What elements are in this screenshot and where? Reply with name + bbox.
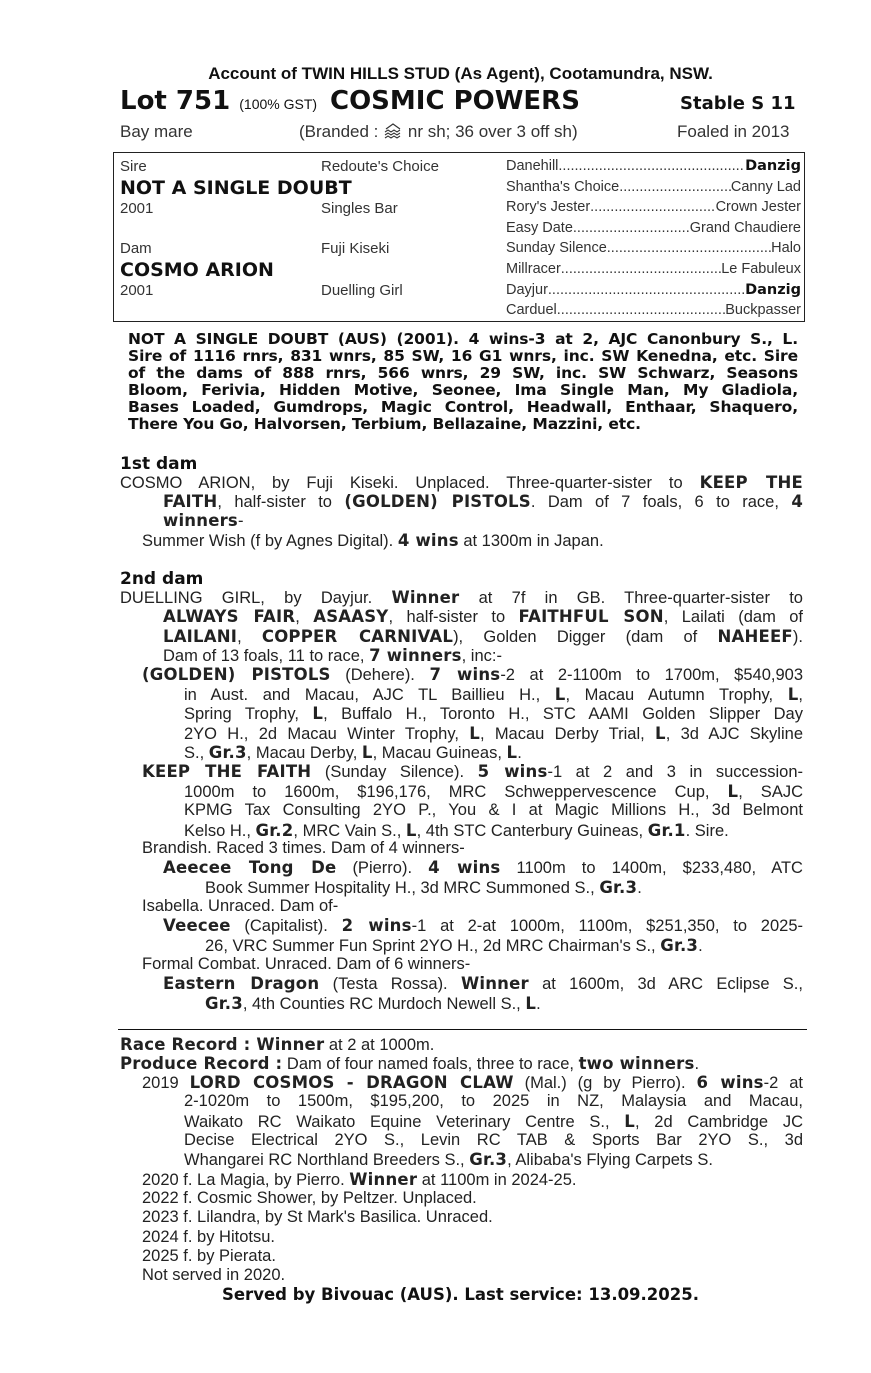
ancestor-right: Grand Chaudiere <box>689 219 801 236</box>
ancestor-row <box>506 158 801 174</box>
text: Decise Electrical 2YO S., Levin RC TAB & Sports Bar 2YO S., 3d <box>184 1130 803 1149</box>
bold-text: Winner <box>460 974 529 993</box>
text: . <box>637 878 642 897</box>
lord-cosmos-line <box>142 1073 803 1093</box>
ancestor-row <box>506 302 801 318</box>
text: Formal Combat. Unraced. Dam of 6 winners- <box>142 955 471 973</box>
text: 26, VRC Summer Fun Sprint 2YO H., 2d MRC Chairman's S., <box>205 936 661 955</box>
text: Waikato RC Waikato Equine Veterinary Centre S., <box>184 1112 625 1131</box>
dot-leader <box>561 261 721 277</box>
text: 2025 f. by Pierata. <box>142 1246 276 1265</box>
dot-leader <box>619 179 731 195</box>
ancestor-left: Millracer <box>506 261 561 277</box>
text: . Dam of 7 foals, 6 to race, <box>530 493 792 511</box>
dam-year: 2001 <box>120 282 154 299</box>
text: 1100m to 1400m, $233,480, ATC <box>500 859 803 877</box>
ancestor-right: Halo <box>771 240 801 257</box>
produce-line <box>142 1266 742 1285</box>
dot-leader <box>557 302 725 318</box>
la-magia-line <box>142 1170 742 1190</box>
veecee-line <box>205 936 803 956</box>
bold-text: FAITH <box>163 492 218 511</box>
second-dam-line <box>163 646 663 666</box>
text: , <box>295 608 314 626</box>
bold-text: Gr.2 <box>255 820 294 840</box>
pistols-line <box>184 685 803 705</box>
bold-text: FAITHFUL SON <box>518 607 664 626</box>
bold-text: 7 winners <box>369 646 462 665</box>
sire-year: 2001 <box>120 200 154 217</box>
keep-the-faith-line <box>184 801 803 820</box>
text: S., <box>184 744 209 762</box>
bold-text: L <box>312 704 324 723</box>
text: (Testa Rossa). <box>319 975 461 993</box>
bold-text: Produce Record : <box>120 1054 283 1073</box>
bold-text: Race Record : Winner <box>120 1035 325 1054</box>
text: . <box>536 994 541 1013</box>
text: ). <box>792 628 803 646</box>
bold-text: L <box>506 743 518 762</box>
text: , Macau Guineas, <box>372 744 507 762</box>
text: , Alibaba's Flying Carpets S. <box>507 1151 713 1170</box>
ancestor-row <box>506 220 801 236</box>
text: at 1300m in Japan. <box>458 532 604 550</box>
sire-summary-line: of the dams of 888 rnrs, 566 wnrs, 29 SW, inc. SW Schwarz, Seasons <box>128 364 798 382</box>
eastern-dragon-line <box>163 974 803 994</box>
text: Book Summer Hospitality H., 3d MRC Summoned S., <box>205 878 600 897</box>
text: , Macau Derby Trial, <box>479 724 655 743</box>
bold-text: KEEP THE <box>699 473 803 492</box>
dot-leader <box>548 282 745 298</box>
produce-line <box>142 1208 742 1227</box>
dot-leader <box>607 240 771 256</box>
bold-text: (GOLDEN) PISTOLS <box>344 492 531 511</box>
text: 2022 f. Cosmic Shower, by Peltzer. Unplaced. <box>142 1189 477 1207</box>
bold-text: L <box>624 1111 635 1131</box>
ancestor-right: Canny Lad <box>730 178 801 195</box>
bold-text: NAHEEF <box>717 627 793 646</box>
text: (Sunday Silence). <box>311 763 478 781</box>
bold-text: Gr.3 <box>205 993 243 1013</box>
text: 2-1020m to 1500m, $195,200, to 2025 in NZ, Malaysia and Macau, <box>184 1092 803 1111</box>
text: , half-sister to <box>217 493 345 511</box>
brand-description: (Branded : nr sh; 36 over 3 off sh) <box>299 122 578 141</box>
text: , Macau Derby, <box>246 744 362 762</box>
text: Isabella. Unraced. Dam of- <box>142 897 339 915</box>
keep-the-faith-line <box>184 821 803 841</box>
sire-label: Sire <box>120 158 147 175</box>
bold-text: Winner <box>391 588 460 607</box>
first-dam-heading: 1st dam <box>120 454 198 474</box>
bold-text: 4 <box>791 492 804 511</box>
bold-text: L <box>655 723 666 743</box>
bold-text: ASAASY <box>313 607 389 626</box>
text: 2019 <box>142 1074 190 1092</box>
text: . <box>517 744 522 762</box>
text: Dam of 13 foals, 11 to race, <box>163 647 370 665</box>
text: Not served in 2020. <box>142 1266 286 1285</box>
text: at 1100m in 2024-25. <box>417 1171 577 1189</box>
aeecee-line <box>205 878 803 898</box>
second-dam-heading: 2nd dam <box>120 569 204 589</box>
ancestor-row <box>506 179 801 195</box>
text: , <box>237 628 262 646</box>
section-divider <box>118 1029 807 1030</box>
text: in Aust. and Macau, AJC TL Baillieu H., <box>184 685 555 704</box>
dam-label: Dam <box>120 240 152 257</box>
produce-record <box>120 1054 820 1074</box>
produce-line <box>142 1247 742 1266</box>
ancestor-left: Shantha's Choice <box>506 178 620 195</box>
dot-leader <box>590 199 715 215</box>
text: , inc:- <box>461 647 502 665</box>
text: , 4th Counties RC Murdoch Newell S., <box>242 994 526 1013</box>
brand-symbol-icon <box>383 123 403 139</box>
sire-sire: Redoute's Choice <box>321 158 439 175</box>
text: Brandish. Raced 3 times. Dam of 4 winners- <box>142 839 465 857</box>
brandish-line <box>142 839 742 858</box>
text: at 7f in GB. Three-quarter-sister to <box>459 589 803 607</box>
bold-text: L <box>727 781 739 801</box>
ancestor-row <box>506 261 801 277</box>
gst-note: (100% GST) <box>239 96 318 112</box>
text: . <box>698 936 703 955</box>
text: COSMO ARION, by Fuji Kiseki. Unplaced. Three-quarter-sister to <box>120 474 700 492</box>
text: ), Golden Digger (dam of <box>453 628 718 646</box>
produce-line <box>142 1228 742 1247</box>
bold-text: LAILANI <box>163 627 238 646</box>
bold-text: Eastern Dragon <box>163 974 320 993</box>
text: at 1600m, 3d ARC Eclipse S., <box>528 975 803 993</box>
sire-summary-line: There You Go, Halvorsen, Terbium, Bellazaine, Mazzini, etc. <box>128 415 641 433</box>
stable-number: Stable S 11 <box>680 93 796 114</box>
bold-text: 7 wins <box>429 665 501 684</box>
bold-text: KEEP THE FAITH <box>142 762 312 781</box>
formal-combat-line <box>142 955 742 974</box>
text: Whangarei RC Northland Breeders S., <box>184 1151 470 1170</box>
lord-cosmos-line <box>184 1092 803 1111</box>
text: - <box>237 512 244 530</box>
text: Kelso H., <box>184 821 256 840</box>
text: -1 at 2-at 1000m, 1100m, $251,350, to 2025- <box>411 917 803 935</box>
veecee-line <box>163 916 803 936</box>
text: -2 at <box>763 1074 803 1092</box>
bold-text: 4 wins <box>397 531 459 550</box>
text: , 4th STC Canterbury Guineas, <box>416 821 648 840</box>
lot-number: Lot 751 (100% GST) <box>120 86 318 116</box>
text: KPMG Tax Consulting 2YO P., You & I at Magic Millions H., 3d Belmont <box>184 801 803 819</box>
text: Spring Trophy, <box>184 705 313 723</box>
text: . <box>694 1055 700 1073</box>
bold-text: L <box>361 743 373 762</box>
text: Dam of four named foals, three to race, <box>282 1055 579 1073</box>
lord-cosmos-line <box>184 1112 803 1132</box>
text: -2 at 2-1100m to 1700m, $540,903 <box>500 666 803 684</box>
keep-the-faith-line <box>184 782 803 802</box>
text: 2023 f. Lilandra, by St Mark's Basilica. Unraced. <box>142 1208 493 1227</box>
foaled-year: Foaled in 2013 <box>677 122 790 141</box>
first-dam-line <box>120 473 803 493</box>
text: , Buffalo H., Toronto H., STC AAMI Golden Slipper Day <box>323 705 803 723</box>
ancestor-right: Buckpasser <box>725 302 801 319</box>
bold-text: Veecee <box>163 916 231 935</box>
text: (Dehere). <box>330 666 430 684</box>
bold-text: winners <box>163 511 238 530</box>
horse-name: COSMIC POWERS <box>330 86 580 116</box>
text: -1 at 2 and 3 in succession- <box>547 763 803 781</box>
sire-summary-line: Bases Loaded, Gumdrops, Magic Control, Headwall, Enthaar, Shaquero, <box>128 398 798 416</box>
bold-text: Gr.1 <box>647 820 686 840</box>
bold-text: Gr.3 <box>469 1150 508 1170</box>
bold-text: L <box>554 684 566 704</box>
bold-text: ALWAYS FAIR <box>163 607 296 626</box>
bold-text: Gr.3 <box>660 935 699 955</box>
sire-name: NOT A SINGLE DOUBT <box>120 177 352 199</box>
sire-summary-line: NOT A SINGLE DOUBT (AUS) (2001). 4 wins-3 at 2, AJC Canonbury S., L. <box>128 330 798 348</box>
bold-text: L <box>787 684 799 704</box>
service-note: Served by Bivouac (AUS). Last service: 13.09.2025. <box>221 1285 700 1304</box>
second-dam-line <box>163 607 803 627</box>
bold-text: Gr.3 <box>208 743 247 762</box>
sire-summary <box>128 331 798 433</box>
isabella-line <box>142 897 742 916</box>
second-dam-line <box>120 588 803 608</box>
text: , SAJC <box>738 782 803 801</box>
text: , Lailati (dam of <box>663 608 803 626</box>
ancestor-row <box>506 282 801 298</box>
text: Summer Wish (f by Agnes Digital). <box>142 532 398 550</box>
text: , 3d AJC Skyline <box>665 724 803 743</box>
aeecee-line <box>163 858 803 878</box>
sire-summary-line: Sire of 1116 rnrs, 831 wnrs, 85 SW, 16 G1 wnrs, inc. SW Kenedna, etc. Sire <box>128 347 798 365</box>
text: (Mal.) (g by Pierro). <box>513 1074 697 1092</box>
bold-text: (GOLDEN) PISTOLS <box>142 665 331 684</box>
bold-text: L <box>405 820 417 840</box>
text: , Macau Autumn Trophy, <box>565 685 788 704</box>
lord-cosmos-line <box>184 1150 803 1170</box>
pistols-line <box>142 665 803 685</box>
first-dam-line <box>163 511 463 531</box>
bold-text: COPPER CARNIVAL <box>261 627 454 646</box>
bold-text: Aeecee Tong De <box>163 858 337 877</box>
ancestor-left: Dayjur <box>506 281 548 298</box>
ancestor-left: Easy Date <box>506 219 573 236</box>
bold-text: L <box>525 993 537 1013</box>
text: , half-sister to <box>388 608 519 626</box>
text: 2024 f. by Hitotsu. <box>142 1227 275 1246</box>
bold-text: 4 wins <box>428 858 501 877</box>
text: DUELLING GIRL, by Dayjur. <box>120 589 392 607</box>
ancestor-left: Sunday Silence <box>506 240 607 257</box>
dam-dam: Duelling Girl <box>321 282 403 299</box>
ancestor-row <box>506 240 801 256</box>
text: , MRC Vain S., <box>293 821 406 840</box>
dam-sire: Fuji Kiseki <box>321 240 390 257</box>
dot-leader <box>558 158 745 174</box>
ancestor-left: Carduel <box>506 302 557 319</box>
ancestor-left: Rory's Jester <box>506 199 591 216</box>
bold-text: 6 wins <box>696 1073 764 1092</box>
text: 2020 f. La Magia, by Pierro. <box>142 1171 350 1189</box>
sire-dam: Singles Bar <box>321 200 398 217</box>
text: (Pierro). <box>336 859 429 877</box>
text: , <box>798 685 804 704</box>
ancestor-right: Danzig <box>745 281 801 298</box>
ancestor-right: Le Fabuleux <box>721 261 801 277</box>
text: . Sire. <box>685 821 729 840</box>
ancestor-row <box>506 199 801 215</box>
text: (Capitalist). <box>230 917 342 935</box>
ancestor-right: Danzig <box>745 158 801 174</box>
ancestor-left: Danehill <box>506 158 559 174</box>
first-dam-line <box>163 492 803 512</box>
bold-text: LORD COSMOS - DRAGON CLAW <box>189 1073 514 1092</box>
lord-cosmos-line <box>184 1131 803 1150</box>
pistols-line <box>184 704 803 724</box>
pistols-line <box>184 743 803 763</box>
text: at 2 at 1000m. <box>324 1036 435 1054</box>
race-record <box>120 1035 720 1055</box>
produce-line <box>142 1189 742 1208</box>
text: , 2d Cambridge JC <box>635 1112 803 1131</box>
bold-text: 5 wins <box>477 762 548 781</box>
text: 1000m to 1600m, $196,176, MRC Schweppervescence Cup, <box>184 782 728 801</box>
dam-name: COSMO ARION <box>120 259 274 281</box>
keep-the-faith-line <box>142 762 803 782</box>
ancestor-right: Crown Jester <box>715 199 801 216</box>
eastern-dragon-line <box>205 994 803 1014</box>
bold-text: 2 wins <box>341 916 412 935</box>
bold-text: L <box>469 723 480 743</box>
dot-leader <box>573 220 690 236</box>
second-dam-line <box>163 627 803 647</box>
sire-summary-line: Bloom, Ferivia, Hidden Motive, Seonee, Ima Single Man, My Gladiola, <box>128 381 798 399</box>
pedigree-table <box>113 152 805 322</box>
first-dam-foal <box>142 531 742 551</box>
pistols-line <box>184 724 803 744</box>
vendor-account: Account of TWIN HILLS STUD (As Agent), Cootamundra, NSW. <box>208 64 713 83</box>
bold-text: two winners <box>578 1054 695 1073</box>
bold-text: Gr.3 <box>599 877 638 897</box>
text: 2YO H., 2d Macau Winter Trophy, <box>184 724 470 743</box>
horse-sex-colour: Bay mare <box>120 122 193 141</box>
bold-text: Winner <box>349 1170 418 1189</box>
